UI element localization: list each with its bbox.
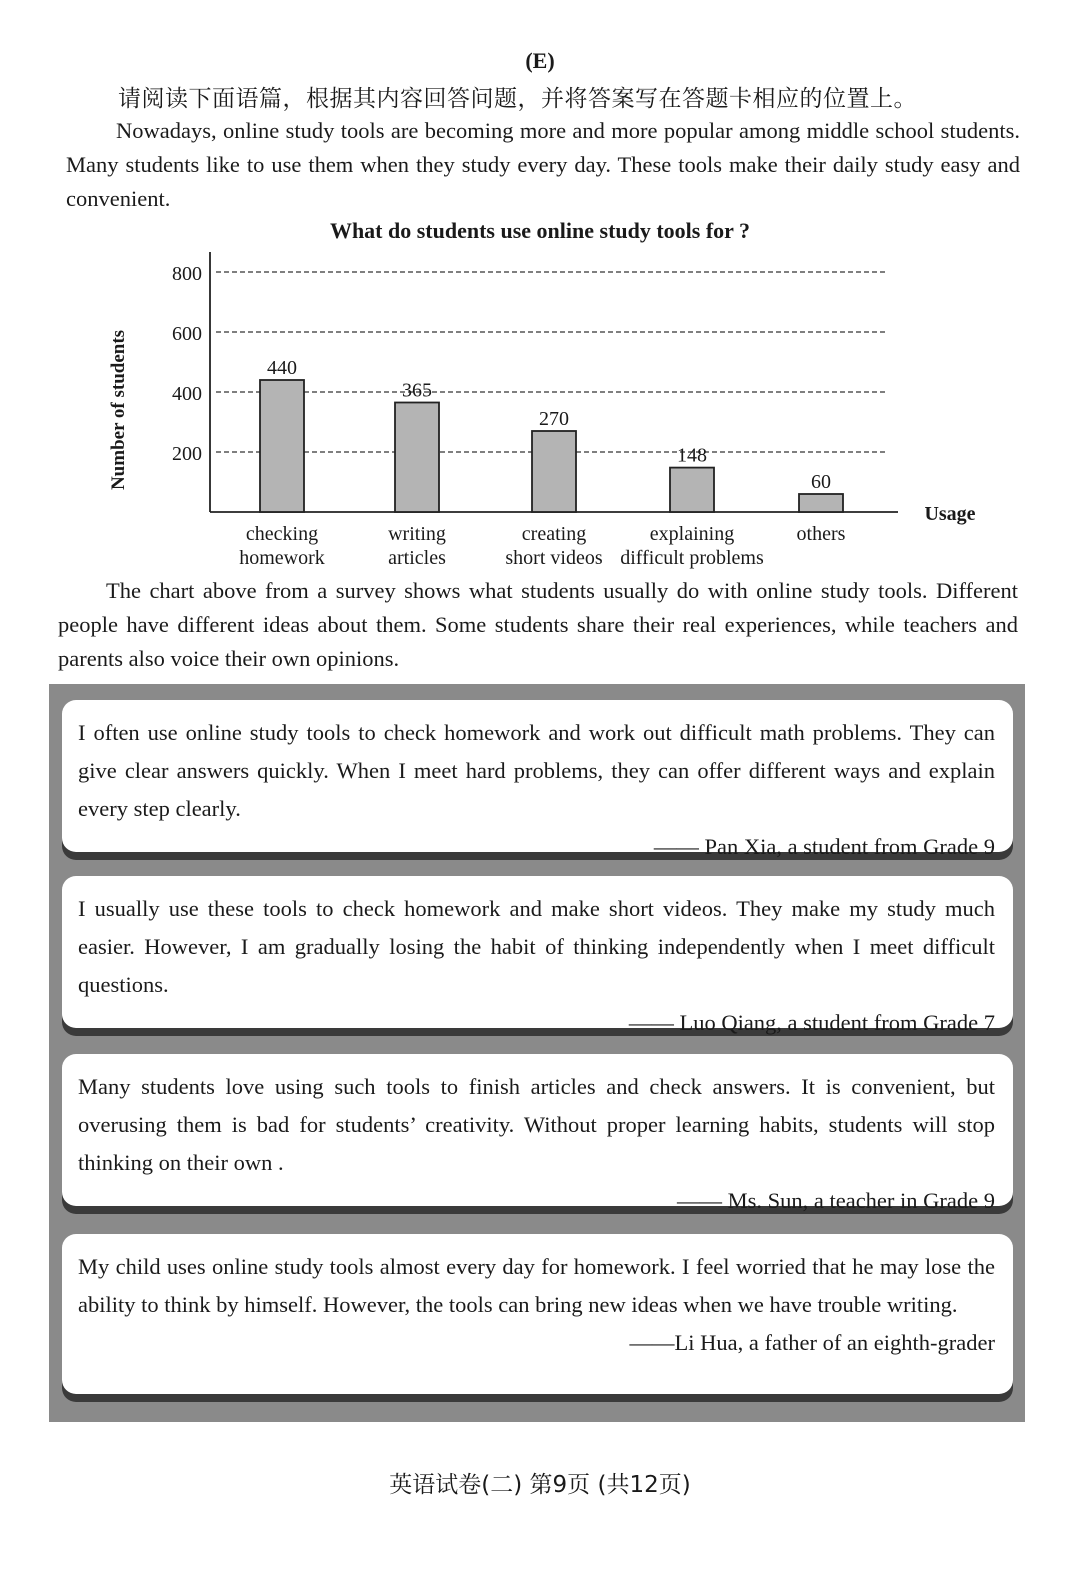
bar (799, 494, 843, 512)
y-axis-label: Number of students (108, 329, 129, 491)
x-axis-label: Usage (924, 503, 976, 525)
bar-chart (0, 244, 1080, 574)
bar (395, 403, 439, 513)
y-tick-label: 600 (172, 323, 202, 345)
y-tick-label: 800 (172, 263, 202, 285)
category-label: creating (521, 523, 587, 545)
y-tick-label: 400 (172, 383, 202, 405)
data-label: 60 (811, 471, 831, 493)
quote-author: —— Ms. Sun, a teacher in Grade 9 (676, 1188, 995, 1213)
category-label: checking (245, 523, 319, 545)
quote-card-ms-sun (62, 1054, 1013, 1213)
category-label: articles (388, 547, 446, 569)
instruction: 请阅读下面语篇，根据其内容回答问题，并将答案写在答题卡相应的位置上。 (118, 86, 917, 112)
category-label: explaining (649, 523, 735, 545)
category-label: writing (388, 523, 446, 545)
bar (532, 431, 576, 512)
after-chart-paragraph: The chart above from a survey shows what students usually do with online study tools. Different people have different ideas about them. Some students share their real experiences, while teachers and parents also voice their own opinions. (58, 578, 1018, 671)
y-tick-label: 200 (172, 443, 202, 465)
category-label: others (796, 523, 846, 545)
data-label: 440 (267, 357, 297, 379)
category-label: homework (239, 547, 325, 569)
quote-text: Many students love using such tools to finish articles and check answers. It is convenient, but overusing them is bad for students’ creativity. Without proper learning habits, students will stop thinking on their own . (78, 1074, 995, 1175)
chart-title: What do students use online study tools for ? (329, 218, 751, 243)
bar (670, 468, 714, 512)
quote-card-luo-qiang (62, 876, 1013, 1035)
quote-text: I often use online study tools to check homework and work out difficult math problems. They can give clear answers quickly. When I meet hard problems, they can offer different ways and explain every step clearly. (78, 720, 995, 821)
category-label: difficult problems (620, 547, 764, 569)
quote-author: —— Luo Qiang, a student from Grade 7 (628, 1010, 995, 1035)
quote-card-li-hua (62, 1234, 1013, 1394)
quote-card-pan-xia (62, 700, 1013, 859)
data-label: 148 (677, 444, 707, 467)
page-footer: 英语试卷(二) 第9页 (共12页) (389, 1472, 691, 1498)
quote-author: —— Pan Xia, a student from Grade 9 (653, 834, 995, 859)
quote-text: I usually use these tools to check homework and make short videos. They make my study much easier. However, I am gradually losing the habit of thinking independently when I meet difficult questions. (78, 896, 995, 997)
category-label: short videos (505, 547, 603, 569)
data-label: 365 (402, 379, 432, 402)
section-label: (E) (525, 48, 555, 73)
bar (260, 380, 304, 512)
data-label: 270 (539, 408, 569, 430)
intro-paragraph: Nowadays, online study tools are becoming more and more popular among middle school students. Many students like to use them when they study every day. These tools make their daily study easy and convenient. (66, 118, 1020, 211)
quote-author: ——Li Hua, a father of an eighth-grader (629, 1330, 995, 1355)
quote-text: My child uses online study tools almost every day for homework. I feel worried that he may lose the ability to think by himself. However, the tools can bring new ideas when we have trouble writing. (78, 1254, 995, 1317)
